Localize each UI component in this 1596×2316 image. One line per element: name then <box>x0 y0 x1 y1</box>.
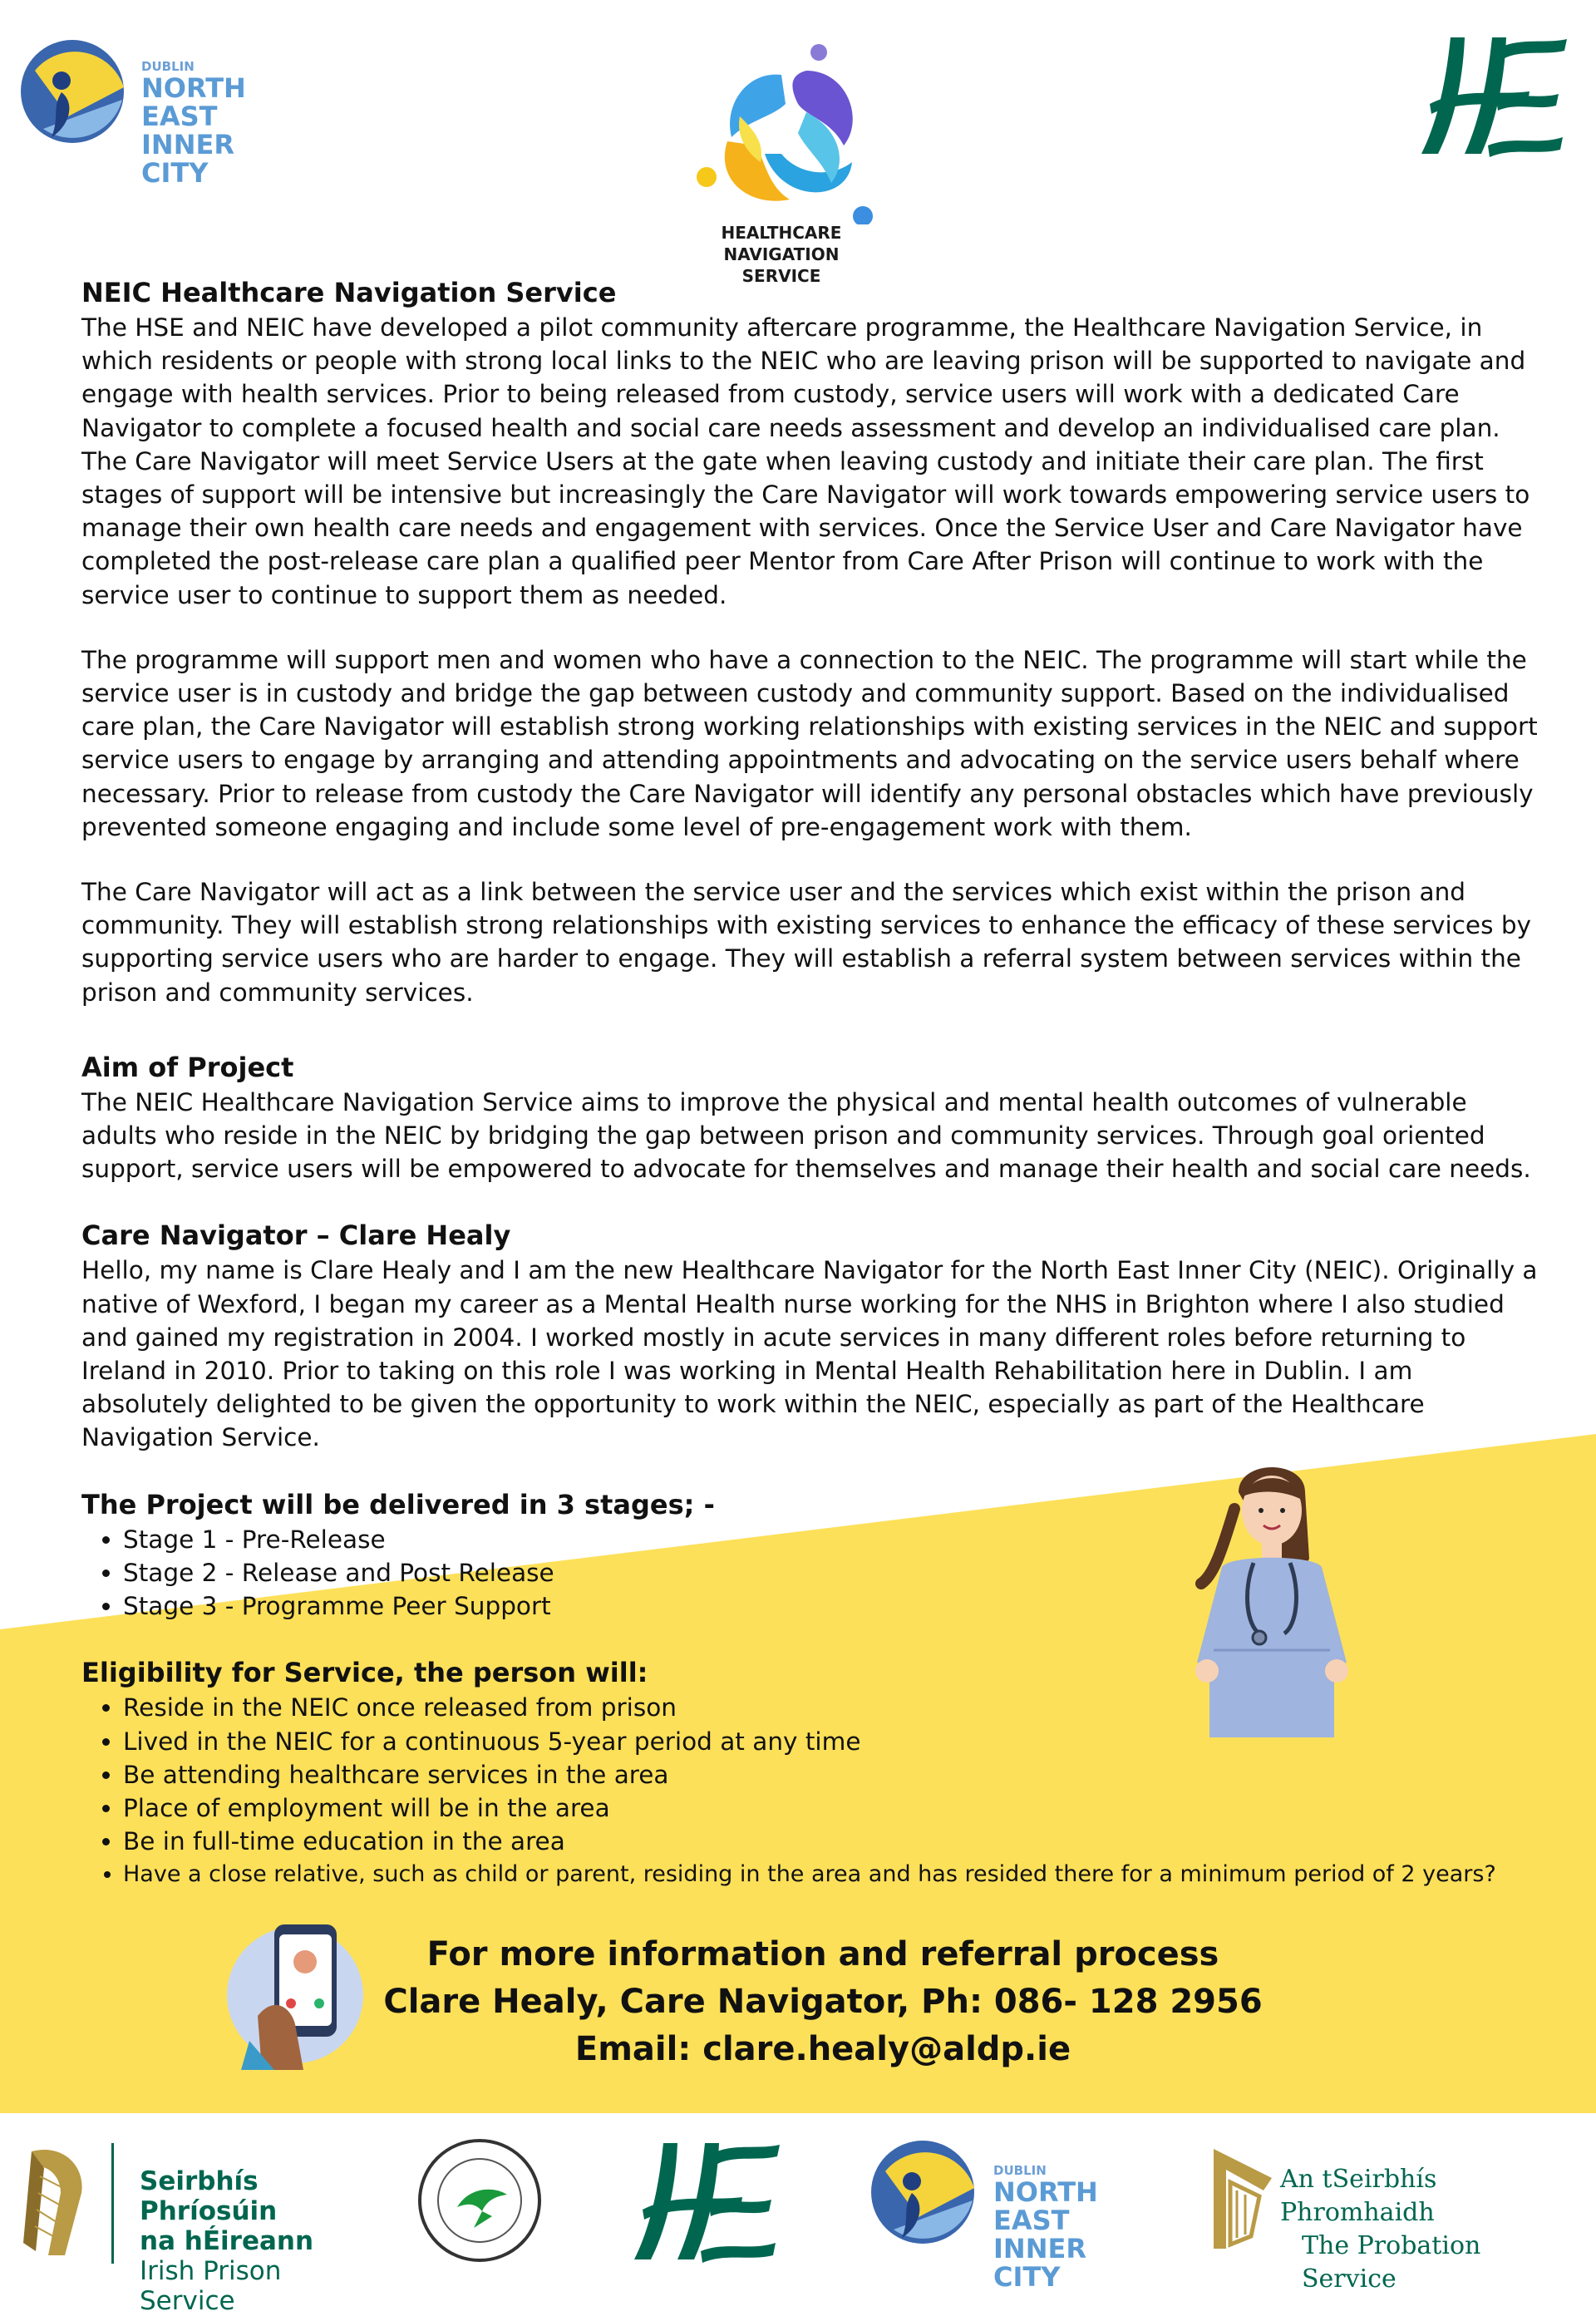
navigator-heading: Care Navigator – Clare Healy <box>81 1220 511 1252</box>
nurse-icon <box>1180 1459 1372 1737</box>
contact-line1: For more information and referral process <box>426 1935 1219 1974</box>
healthcare-navigation-logo <box>682 37 881 286</box>
probation-line1: An tSeirbhís Phromhaidh <box>1280 2165 1437 2227</box>
contact-text <box>374 1931 1272 2073</box>
eligibility-item: • Be in full-time education in the area <box>123 1825 1544 1858</box>
eligibility-item: • Be attending healthcare services in the area <box>123 1758 1544 1791</box>
aim-heading: Aim of Project <box>81 1051 294 1083</box>
neic-logo-small: DUBLIN <box>141 59 195 74</box>
contact-email[interactable]: Email: clare.healy@aldp.ie <box>574 2030 1071 2068</box>
intro-heading: NEIC Healthcare Navigation Service <box>81 277 617 308</box>
footer-logos <box>0 2120 1596 2316</box>
stage-item: • Stage 1 - Pre-Release <box>123 1523 1544 1556</box>
aim-paragraph: The NEIC Healthcare Navigation Service aims to improve the physical and mental health outcomes of vulnerable adults who reside in the NEIC by bridging the gap between prison and community services. Through goal oriented support, service users will be empowered to advocate for themselves and manage their health and social care needs. <box>81 1087 1531 1184</box>
phone-call-icon <box>224 1916 366 2070</box>
navigation-emblem-icon <box>682 37 881 224</box>
care-after-prison-logo <box>416 2136 544 2265</box>
neic-logo-line2: INNER CITY <box>141 129 234 189</box>
service-logo-line1: HEALTHCARE <box>721 223 842 243</box>
eligibility-item: • Have a close relative, such as child or parent, residing in the area and has resided there for a minimum period of 2 years? <box>123 1858 1544 1891</box>
hse-footer-logo <box>622 2135 788 2268</box>
neic-footer-small: DUBLIN <box>993 2163 1047 2178</box>
eligibility-heading: Eligibility for Service, the person will: <box>81 1657 648 1689</box>
intro-paragraph-2: The programme will support men and women who have a connection to the NEIC. The programme will start while the service user is in custody and bridge the gap between custody and community support. Based on the individualised care plan, the Care Navigator will establish strong working relationships with existing services in the NEIC and support service users to engage by arranging and attending appointments and advocating on the service users behalf where necessary. Prior to release from custody the Care Navigator will identify any personal obstacles which have previously prevented someone engaging and include some level of pre-engagement work with them. <box>81 645 1538 841</box>
contact-line2: Clare Healy, Care Navigator, Ph: 086- 128 2956 <box>383 1983 1263 2021</box>
service-logo-line2: NAVIGATION SERVICE <box>723 244 840 286</box>
hse-logo-icon <box>622 2135 788 2268</box>
intro-paragraph-1: The HSE and NEIC have developed a pilot community aftercare programme, the Healthcare Navigation Service, in which residents or people with strong local links to the NEIC who are leaving prison will be supported to navigate and engage with health services. Prior to being released from custody, service users will work with a dedicated Care Navigator to complete a focused health and social care needs assessment and develop an individualised care plan. The Care Navigator will meet Service Users at the gate when leaving custody and initiate their care plan. The first stages of support will be intensive but increasingly the Care Navigator will work towards empowering service users to manage their own health care needs and engagement with services. Once the Service User and Care Navigator have completed the post-release care plan a qualified peer Mentor from Care After Prison will continue to work with the service user to continue to support them as needed. <box>81 313 1530 609</box>
neic-emblem-icon <box>18 37 126 145</box>
eligibility-item: • Place of employment will be in the area <box>123 1791 1544 1825</box>
irish-prison-service-logo <box>15 2143 381 2316</box>
eligibility-item: • Reside in the NEIC once released from prison <box>123 1691 1544 1724</box>
neic-footer-line2: INNER CITY <box>993 2233 1086 2293</box>
probation-line2: The Probation Service <box>1302 2231 1481 2294</box>
harp-icon <box>15 2143 90 2259</box>
neic-logo <box>18 37 293 189</box>
eligibility-item: • Lived in the NEIC for a continuous 5-year period at any time <box>123 1725 1544 1758</box>
neic-logo-line1: NORTH EAST <box>141 72 246 132</box>
probation-harp-icon <box>1205 2145 1276 2253</box>
hse-logo-icon <box>1413 29 1571 162</box>
neic-footer-line1: NORTH EAST <box>993 2176 1098 2236</box>
ips-line3: Irish Prison Service <box>140 2256 282 2316</box>
stage-item: • Stage 2 - Release and Post Release <box>123 1556 1544 1589</box>
navigator-paragraph: Hello, my name is Clare Healy and I am the new Healthcare Navigator for the North East Inner City (NEIC). Originally a native of Wexford, I began my career as a Mental Health nurse working for the NHS in Brighton where I also studied and gained my registration in 2004. I worked mostly in acute services in many different roles before returning to Ireland in 2010. Prior to taking on this role I was working in Mental Health Rehabilitation here in Dublin. I am absolutely delighted to be given the opportunity to work within the NEIC, especially as part of the Healthcare Navigation Service. <box>81 1256 1538 1452</box>
nurse-illustration <box>1180 1459 1372 1737</box>
hse-logo <box>1413 29 1571 162</box>
dove-icon <box>416 2136 544 2265</box>
probation-service-logo <box>1205 2145 1579 2294</box>
neic-emblem-icon <box>869 2138 977 2246</box>
stages-heading: The Project will be delivered in 3 stages; - <box>81 1488 715 1520</box>
intro-paragraph-3: The Care Navigator will act as a link between the service user and the services which exist within the prison and community. They will establish strong relationships with existing services to enhance the efficacy of these services by supporting service users who are harder to engage. They will establish a referral system between services within the prison and community services. <box>81 878 1532 1007</box>
neic-footer-logo <box>869 2138 1151 2293</box>
ips-line1: Seirbhís Phríosúin <box>140 2166 278 2226</box>
ips-line2: na hÉireann <box>140 2226 314 2256</box>
stage-item: • Stage 3 - Programme Peer Support <box>123 1589 1544 1623</box>
